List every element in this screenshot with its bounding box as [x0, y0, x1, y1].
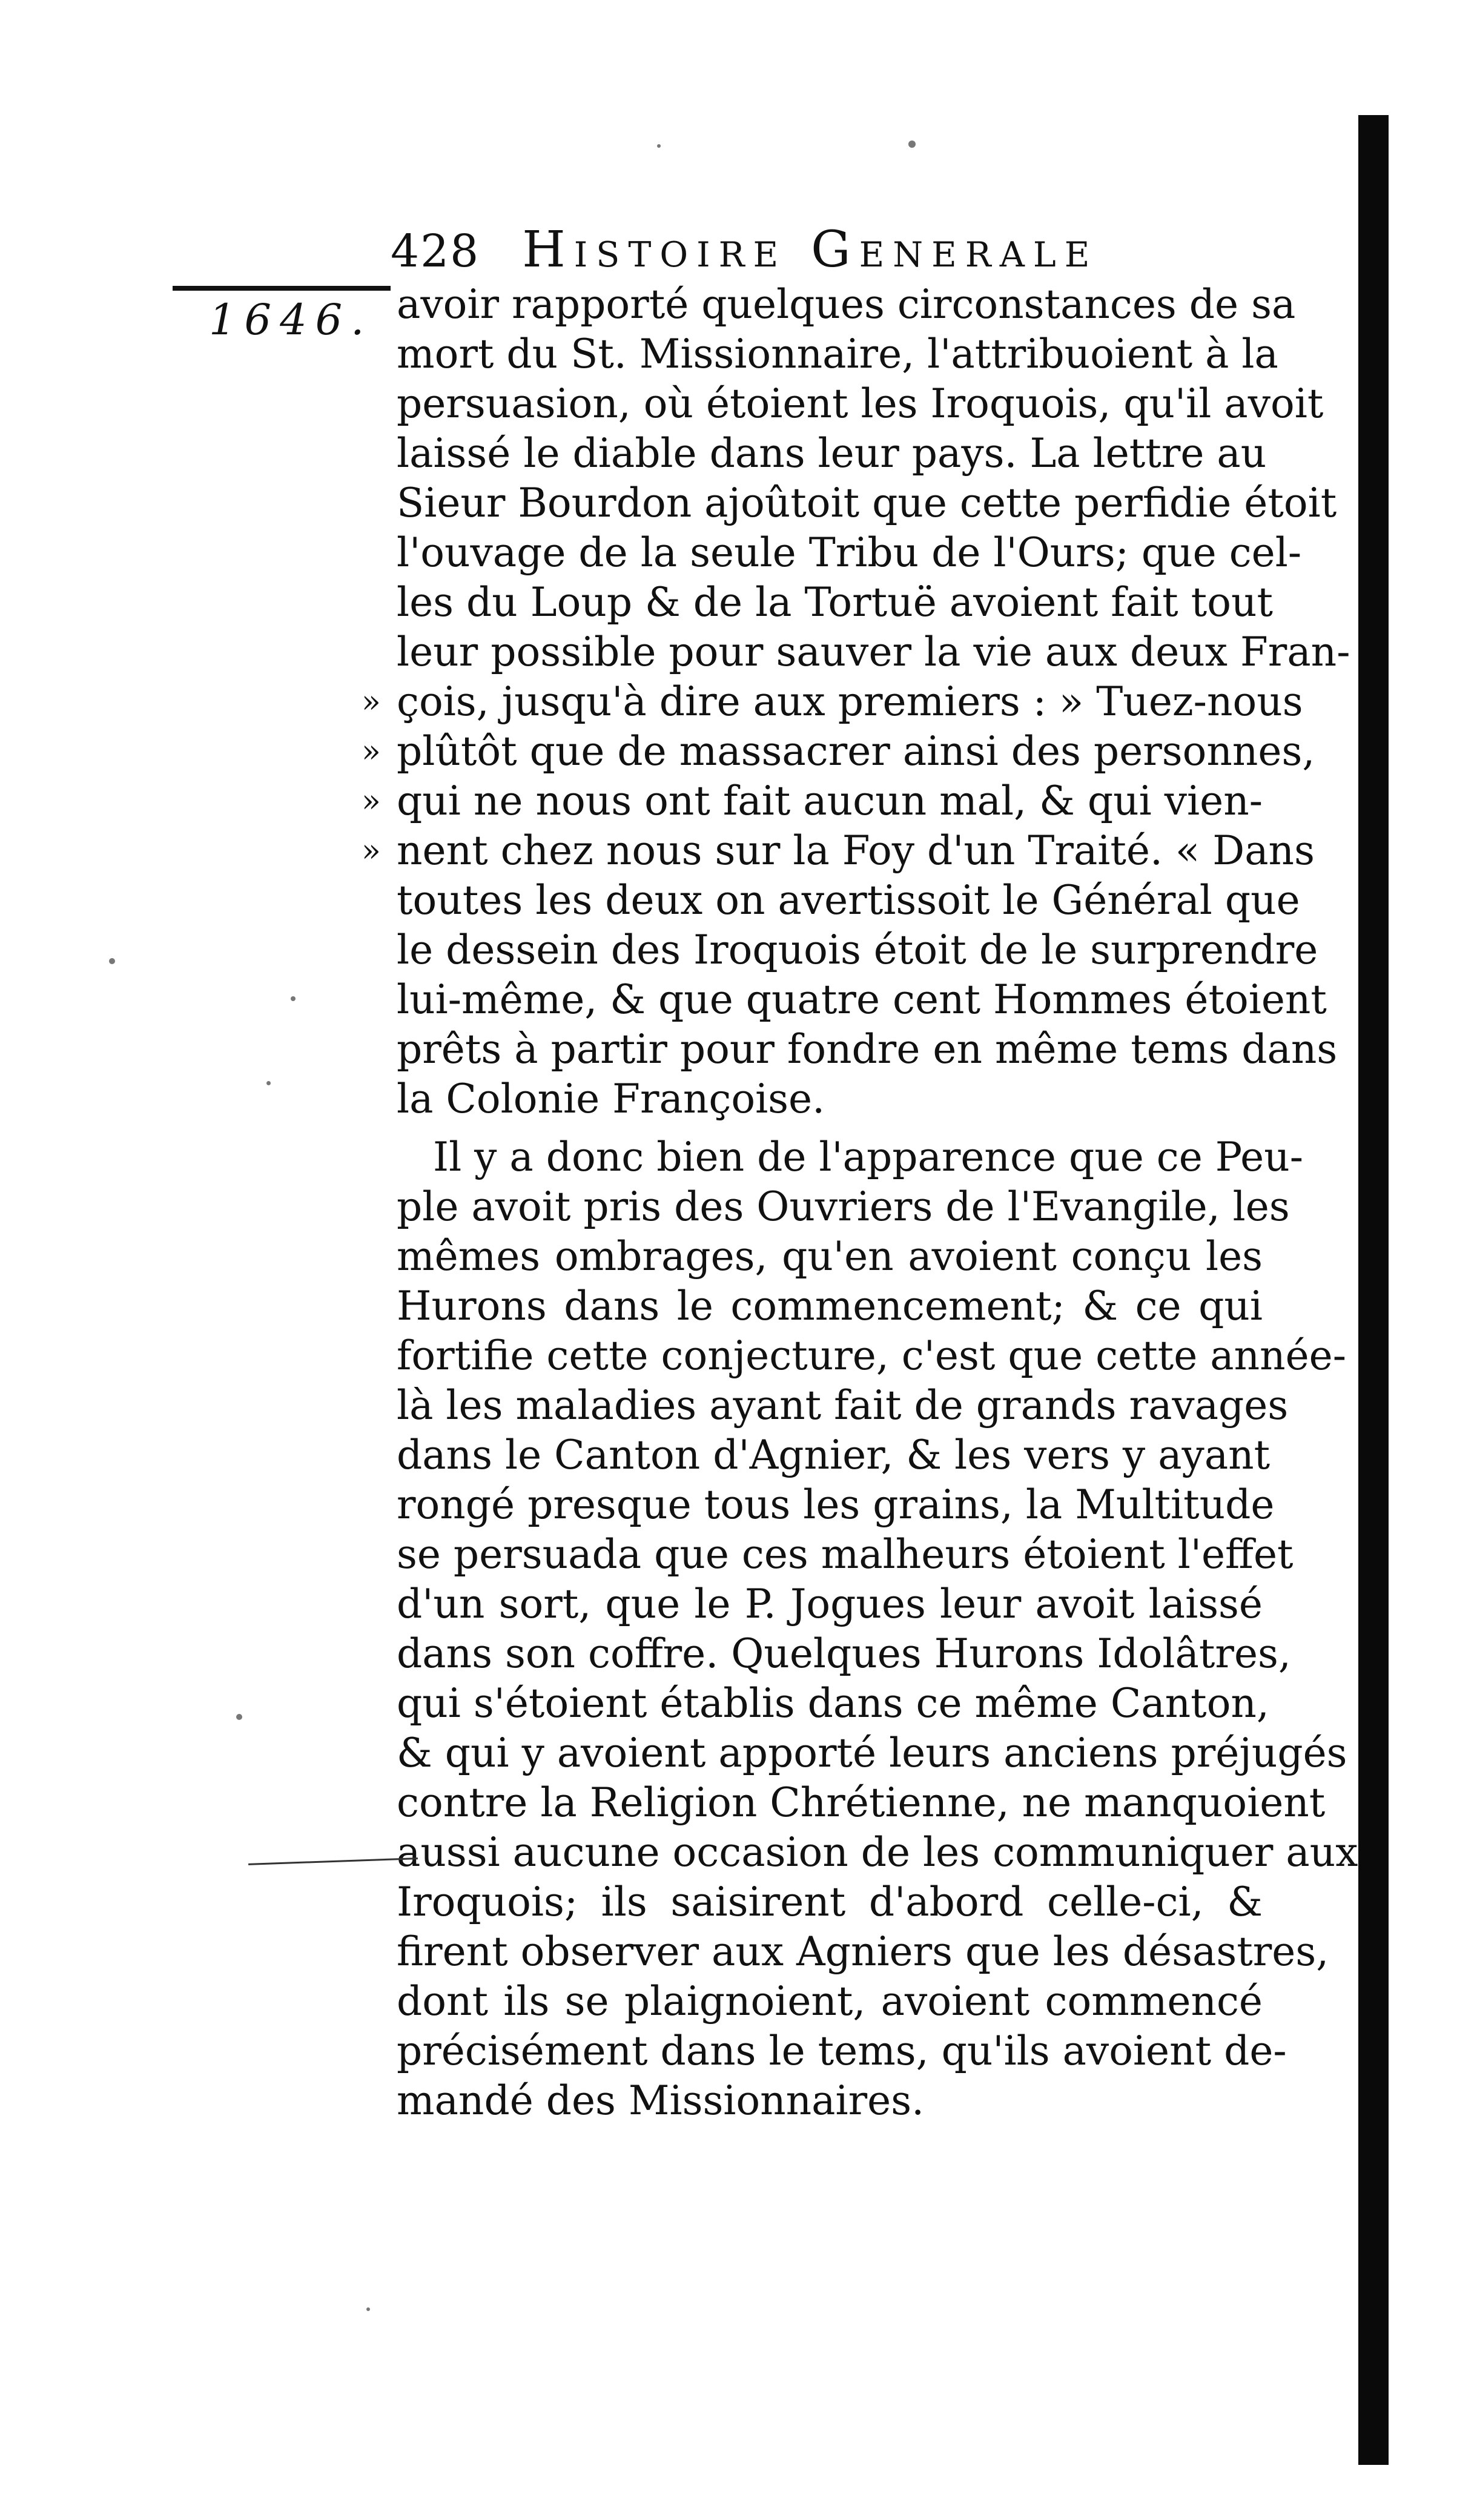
text-line: qui s'étoient établis dans ce même Canton, — [397, 1680, 1269, 1727]
ink-speck — [236, 1714, 242, 1720]
text-line: dans son coffre. Quelques Hurons Idolâtres, — [397, 1630, 1291, 1677]
text-line-content: nent chez nous sur la Foy d'un Traité. « Dans — [397, 827, 1315, 874]
text-line: précisément dans le tems, qu'ils avoient de- — [397, 2028, 1287, 2074]
text-line: persuasion, où étoient les Iroquois, qu'il avoit — [397, 380, 1324, 427]
text-line: mandé des Missionnaires. — [397, 2077, 925, 2124]
ink-speck — [366, 2307, 370, 2311]
ink-speck — [657, 144, 661, 148]
text-line: & qui y avoient apporté leurs anciens préjugés — [397, 1730, 1347, 1776]
text-line: aussi aucune occasion de les communiquer aux — [397, 1829, 1358, 1876]
text-line: leur possible pour sauver la vie aux deux Fran- — [397, 629, 1350, 675]
text-line: le dessein des Iroquois étoit de le surprendre — [397, 927, 1318, 973]
text-line: avoir rapporté quelques circonstances de sa — [397, 281, 1296, 328]
text-line: Il y a donc bien de l'apparence que ce Peu- — [433, 1134, 1304, 1180]
text-line: Sieur Bourdon ajoûtoit que cette perfidie étoit — [397, 480, 1337, 526]
text-line: ple avoit pris des Ouvriers de l'Evangile, les — [397, 1183, 1290, 1230]
ink-speck — [109, 958, 115, 964]
binding-edge — [1358, 115, 1389, 2465]
text-line: mêmes ombrages, qu'en avoient conçu les — [397, 1233, 1263, 1280]
text-line: l'ouvage de la seule Tribu de l'Ours; que cel- — [397, 529, 1302, 576]
text-line: prêts à partir pour fondre en même tems dans — [397, 1026, 1338, 1073]
running-title: Histoire Generale — [522, 221, 1099, 279]
text-line-quoted — [362, 727, 1315, 776]
text-line: lui-même, & que quatre cent Hommes étoient — [397, 976, 1327, 1023]
text-line-content: qui ne nous ont fait aucun mal, & qui vien- — [397, 778, 1263, 824]
body-text — [362, 280, 1358, 2126]
ink-speck — [291, 996, 296, 1001]
text-line: là les maladies ayant fait de grands ravages — [397, 1382, 1289, 1429]
ink-stroke — [248, 1857, 418, 1865]
text-line-quoted — [362, 677, 1303, 727]
ink-speck — [266, 1081, 271, 1085]
text-line: dont ils se plaignoient, avoient commencé — [397, 1978, 1263, 2025]
quote-mark: » — [362, 783, 381, 819]
text-line: dans le Canton d'Agnier, & les vers y ayant — [397, 1432, 1270, 1478]
text-line: fortifie cette conjecture, c'est que cette année- — [397, 1332, 1347, 1379]
text-line-content: plûtôt que de massacrer ainsi des personnes, — [397, 728, 1315, 775]
page-header — [391, 221, 1269, 288]
text-line: toutes les deux on avertissoit le Général que — [397, 877, 1300, 924]
quote-mark: » — [362, 833, 381, 869]
text-line: Iroquois; ils saisirent d'abord celle-ci, & — [397, 1879, 1263, 1925]
header-rule — [173, 286, 391, 291]
text-line-quoted — [362, 826, 1315, 876]
text-line: Hurons dans le commencement; & ce qui — [397, 1283, 1263, 1329]
text-line: d'un sort, que le P. Jogues leur avoit laissé — [397, 1581, 1263, 1627]
text-line: mort du St. Missionnaire, l'attribuoient à la — [397, 331, 1278, 377]
text-line: les du Loup & de la Tortuë avoient fait tout — [397, 579, 1273, 626]
quote-mark: » — [362, 684, 381, 720]
text-line-content: çois, jusqu'à dire aux premiers : » Tuez-nous — [397, 678, 1303, 725]
text-line: se persuada que ces malheurs étoient l'effet — [397, 1531, 1294, 1578]
quote-mark: » — [362, 733, 381, 770]
page-number: 428 — [391, 225, 480, 277]
text-line-quoted — [362, 776, 1263, 826]
text-line: contre la Religion Chrétienne, ne manquoient — [397, 1779, 1326, 1826]
ink-speck — [908, 141, 916, 148]
text-line: firent observer aux Agniers que les désastres, — [397, 1928, 1329, 1975]
text-line: rongé presque tous les grains, la Multitude — [397, 1481, 1275, 1528]
text-line: la Colonie Françoise. — [397, 1076, 825, 1122]
margin-year: 1646. — [209, 295, 373, 345]
text-line: laissé le diable dans leur pays. La lettre au — [397, 430, 1267, 477]
